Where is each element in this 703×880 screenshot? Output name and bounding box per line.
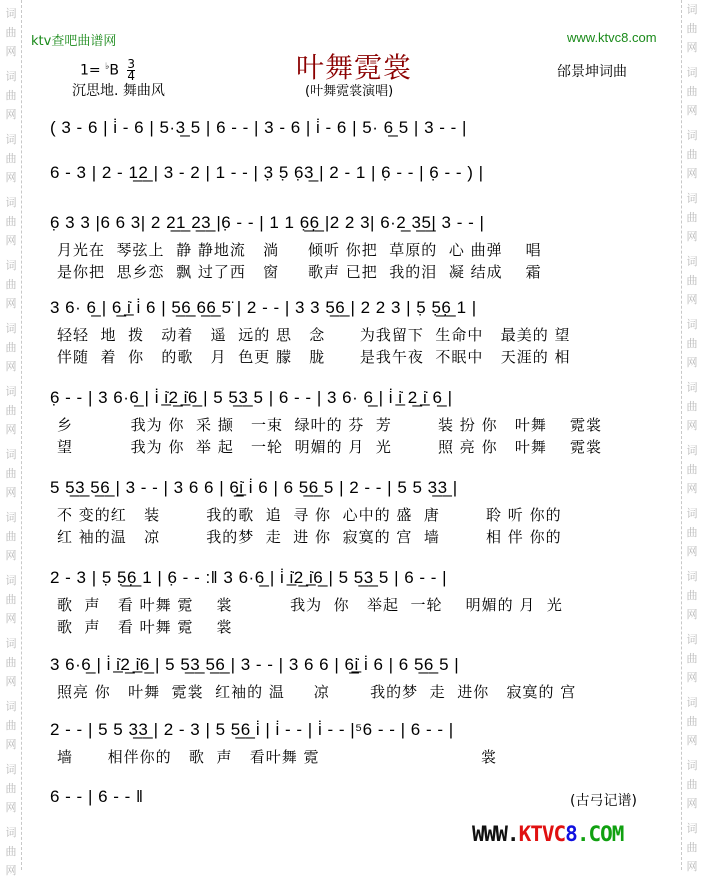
watermark-char: 词 <box>686 381 698 394</box>
watermark-char: 词 <box>686 507 698 520</box>
lyric-line: 墙 相伴你的 歌 声 看叶舞 霓 裳 <box>57 748 498 766</box>
watermark-char: 词 <box>686 192 698 205</box>
left-divider <box>21 0 22 870</box>
watermark-char: 曲 <box>686 841 698 854</box>
watermark-char: 曲 <box>5 152 17 165</box>
watermark-char: 词 <box>686 129 698 142</box>
watermark-char: 网 <box>5 864 17 877</box>
watermark-char: 曲 <box>5 845 17 858</box>
watermark-char: 曲 <box>5 593 17 606</box>
watermark-char: 网 <box>686 230 698 243</box>
watermark-char: 曲 <box>686 148 698 161</box>
notation-line: 3 6· 6̲ | 6̲ i̲̇ i̇ 6 | 5̲6̲ 6̲6̲ 5̈ | 2 - - | 3 3 5̲6̲ | 2 2 3 | 5̣ 5̣̲6̣̲ 1 | <box>50 298 477 317</box>
lyric-line: 红 袖的温 凉 我的梦 走 进 你 寂寞的 宫 墙 相 伴 你的 <box>57 528 562 546</box>
watermark-char: 曲 <box>686 715 698 728</box>
watermark-char: 网 <box>686 608 698 621</box>
watermark-char: 网 <box>5 738 17 751</box>
watermark-char: 曲 <box>5 656 17 669</box>
watermark-char: 词 <box>5 448 17 461</box>
watermark-char: 曲 <box>686 778 698 791</box>
watermark-char: 词 <box>5 70 17 83</box>
watermark-char: 网 <box>686 482 698 495</box>
watermark-char: 网 <box>5 45 17 58</box>
watermark-char: 网 <box>5 549 17 562</box>
lyric-line: 轻轻 地 拨 动着 遥 远的 思 念 为我留下 生命中 最美的 望 <box>57 326 571 344</box>
watermark-char: 曲 <box>686 85 698 98</box>
notation-line: 6̣ - - | 3 6·6̲ | i̇ i̲̇2̲ i̲̇6̲ | 5 5̲3̲ 5 | 6 - - | 3 6· 6̲ | i̇ i̲̇ 2̲ i̲̇ 6̲ | <box>50 388 453 407</box>
lyric-line: 月光在 琴弦上 静 静地流 淌 倾听 你把 草原的 心 曲弹 唱 <box>57 241 542 259</box>
notation-line: 2 - - | 5 5 3̲3̲ | 2 - 3 | 5 5̲6̲ i̇ | i̇ - - | i̇ - - |⁵6 - - | 6 - - | <box>50 720 454 739</box>
watermark-char: 词 <box>5 322 17 335</box>
watermark-char: 网 <box>5 171 17 184</box>
lyric-line: 乡 我为 你 采 撷 一束 绿叶的 芬 芳 装 扮 你 叶舞 霓裳 <box>57 416 602 434</box>
watermark-char: 词 <box>686 570 698 583</box>
watermark-char: 词 <box>686 633 698 646</box>
watermark-char: 曲 <box>5 404 17 417</box>
watermark-char: 词 <box>686 822 698 835</box>
watermark-char: 词 <box>686 696 698 709</box>
tempo-style: 沉思地. 舞曲风 <box>72 83 165 99</box>
watermark-char: 网 <box>5 360 17 373</box>
right-watermark-strip <box>681 0 703 873</box>
site-url[interactable]: www.ktvc8.com <box>567 30 657 45</box>
notation-line: 6 - - | 6 - - ‖ <box>50 787 144 806</box>
watermark-char: 词 <box>686 318 698 331</box>
watermark-char: 曲 <box>5 215 17 228</box>
watermark-char: 曲 <box>686 400 698 413</box>
singer: (叶舞霓裳演唱) <box>305 84 394 99</box>
watermark-char: 网 <box>686 671 698 684</box>
watermark-char: 词 <box>5 385 17 398</box>
lyric-line: 歌 声 看 叶舞 霓 裳 <box>57 618 233 636</box>
notation-line: 5 5̲3̲ 5̲6̲ | 3 - - | 3 6 6 | 6̲i̲̇ i̇ 6 | 6 5̲6̲ 5 | 2 - - | 5 5 3̲3̲ | <box>50 478 458 497</box>
watermark-char: 网 <box>686 41 698 54</box>
watermark-char: 网 <box>5 612 17 625</box>
watermark-char: 词 <box>5 196 17 209</box>
watermark-char: 网 <box>5 297 17 310</box>
watermark-char: 网 <box>5 108 17 121</box>
watermark-char: 网 <box>686 293 698 306</box>
watermark-char: 曲 <box>686 211 698 224</box>
watermark-char: 网 <box>5 234 17 247</box>
watermark-char: 曲 <box>686 22 698 35</box>
watermark-char: 曲 <box>5 719 17 732</box>
flat-icon: ♭ <box>105 61 110 72</box>
watermark-char: 词 <box>686 255 698 268</box>
watermark-char: 曲 <box>686 589 698 602</box>
notation-line: 6̣ 3 3 |6 6 3| 2 2̲1̲ 2̲3̲ |6̣ - - | 1 1 6̣̲6̣̲ |2 2 3| 6·2̲ 3̲5̲| 3 - - | <box>50 213 485 232</box>
watermark-char: 网 <box>5 486 17 499</box>
watermark-char: 词 <box>5 637 17 650</box>
watermark-char: 曲 <box>686 463 698 476</box>
watermark-char: 词 <box>5 133 17 146</box>
watermark-char: 网 <box>5 801 17 814</box>
site-logo[interactable]: WWW.KTVC8.COM <box>472 822 624 846</box>
watermark-char: 词 <box>686 444 698 457</box>
watermark-char: 曲 <box>5 89 17 102</box>
lyric-line: 伴随 着 你 的歌 月 色更 朦 胧 是我午夜 不眠中 天涯的 相 <box>57 348 571 366</box>
watermark-char: 曲 <box>5 278 17 291</box>
watermark-char: 词 <box>5 7 17 20</box>
watermark-char: 词 <box>686 759 698 772</box>
watermark-char: 曲 <box>5 467 17 480</box>
watermark-char: 词 <box>5 259 17 272</box>
watermark-char: 曲 <box>686 526 698 539</box>
site-name[interactable]: ktv查吧曲谱网 <box>31 34 117 49</box>
watermark-char: 词 <box>5 700 17 713</box>
watermark-char: 词 <box>5 511 17 524</box>
watermark-char: 词 <box>686 66 698 79</box>
watermark-char: 网 <box>686 545 698 558</box>
notation-line: 3 6·6̲ | i̇ i̲̇2̲ i̲̇6̲ | 5 5̲3̲ 5̲6̲ | 3 - - | 3 6 6 | 6̲i̲̇ i̇ 6 | 6 5̲6̲ 5 | <box>50 655 460 674</box>
watermark-char: 曲 <box>686 274 698 287</box>
watermark-char: 曲 <box>5 341 17 354</box>
watermark-char: 网 <box>5 675 17 688</box>
right-divider <box>681 0 682 870</box>
watermark-char: 词 <box>5 826 17 839</box>
lyric-line: 不 变的红 装 我的歌 追 寻 你 心中的 盛 唐 聆 听 你的 <box>57 506 562 524</box>
watermark-char: 词 <box>5 574 17 587</box>
notation-line: 6 - 3 | 2 - 1̲2̲ | 3 - 2 | 1 - - | 3̣ 5̣ 6̣3̲ | 2 - 1 | 6̣ - - | 6̣ - - ) | <box>50 163 484 182</box>
key-note: B <box>109 62 119 79</box>
watermark-char: 网 <box>5 423 17 436</box>
watermark-char: 网 <box>686 797 698 810</box>
time-signature: $\frac{3}{4}$ <box>127 57 136 83</box>
watermark-char: 网 <box>686 734 698 747</box>
watermark-char: 曲 <box>5 782 17 795</box>
watermark-char: 网 <box>686 104 698 117</box>
watermark-char: 网 <box>686 419 698 432</box>
key-signature <box>80 59 135 82</box>
watermark-char: 网 <box>686 167 698 180</box>
composer: 邰景坤词曲 <box>557 64 627 80</box>
watermark-char: 网 <box>686 356 698 369</box>
lyric-line: 望 我为 你 举 起 一轮 明媚的 月 光 照 亮 你 叶舞 霓裳 <box>57 438 602 456</box>
notation-line: 2 - 3 | 5̣ 5̣̲6̣̲ 1 | 6̣ - - :‖ 3 6·6̲ | i̇ i̲̇2̲ i̲̇6̲ | 5 5̲3̲ 5 | 6 - - | <box>50 568 448 587</box>
watermark-char: 曲 <box>686 337 698 350</box>
lyric-line: 是你把 思乡恋 飘 过了西 窗 歌声 已把 我的泪 凝 结成 霜 <box>57 263 542 281</box>
key-label: 1= <box>80 62 101 79</box>
watermark-char: 网 <box>686 860 698 873</box>
song-title: 叶舞霓裳 <box>296 51 413 84</box>
watermark-char: 曲 <box>5 26 17 39</box>
watermark-char: 曲 <box>5 530 17 543</box>
watermark-char: 曲 <box>686 652 698 665</box>
notation-line: ( 3 - 6 | i̇ - 6 | 5·3̲ 5 | 6 - - | 3 - 6 | i̇ - 6 | 5· 6̲ 5 | 3 - - | <box>50 118 467 137</box>
lyric-line: 照亮 你 叶舞 霓裳 红袖的 温 凉 我的梦 走 进你 寂寞的 宫 <box>57 683 577 701</box>
transcriber-credit: (古弓记谱) <box>570 793 637 809</box>
left-watermark-strip <box>0 0 22 877</box>
lyric-line: 歌 声 看 叶舞 霓 裳 我为 你 举起 一轮 明媚的 月 光 <box>57 596 563 614</box>
watermark-char: 词 <box>5 763 17 776</box>
watermark-char: 词 <box>686 3 698 16</box>
